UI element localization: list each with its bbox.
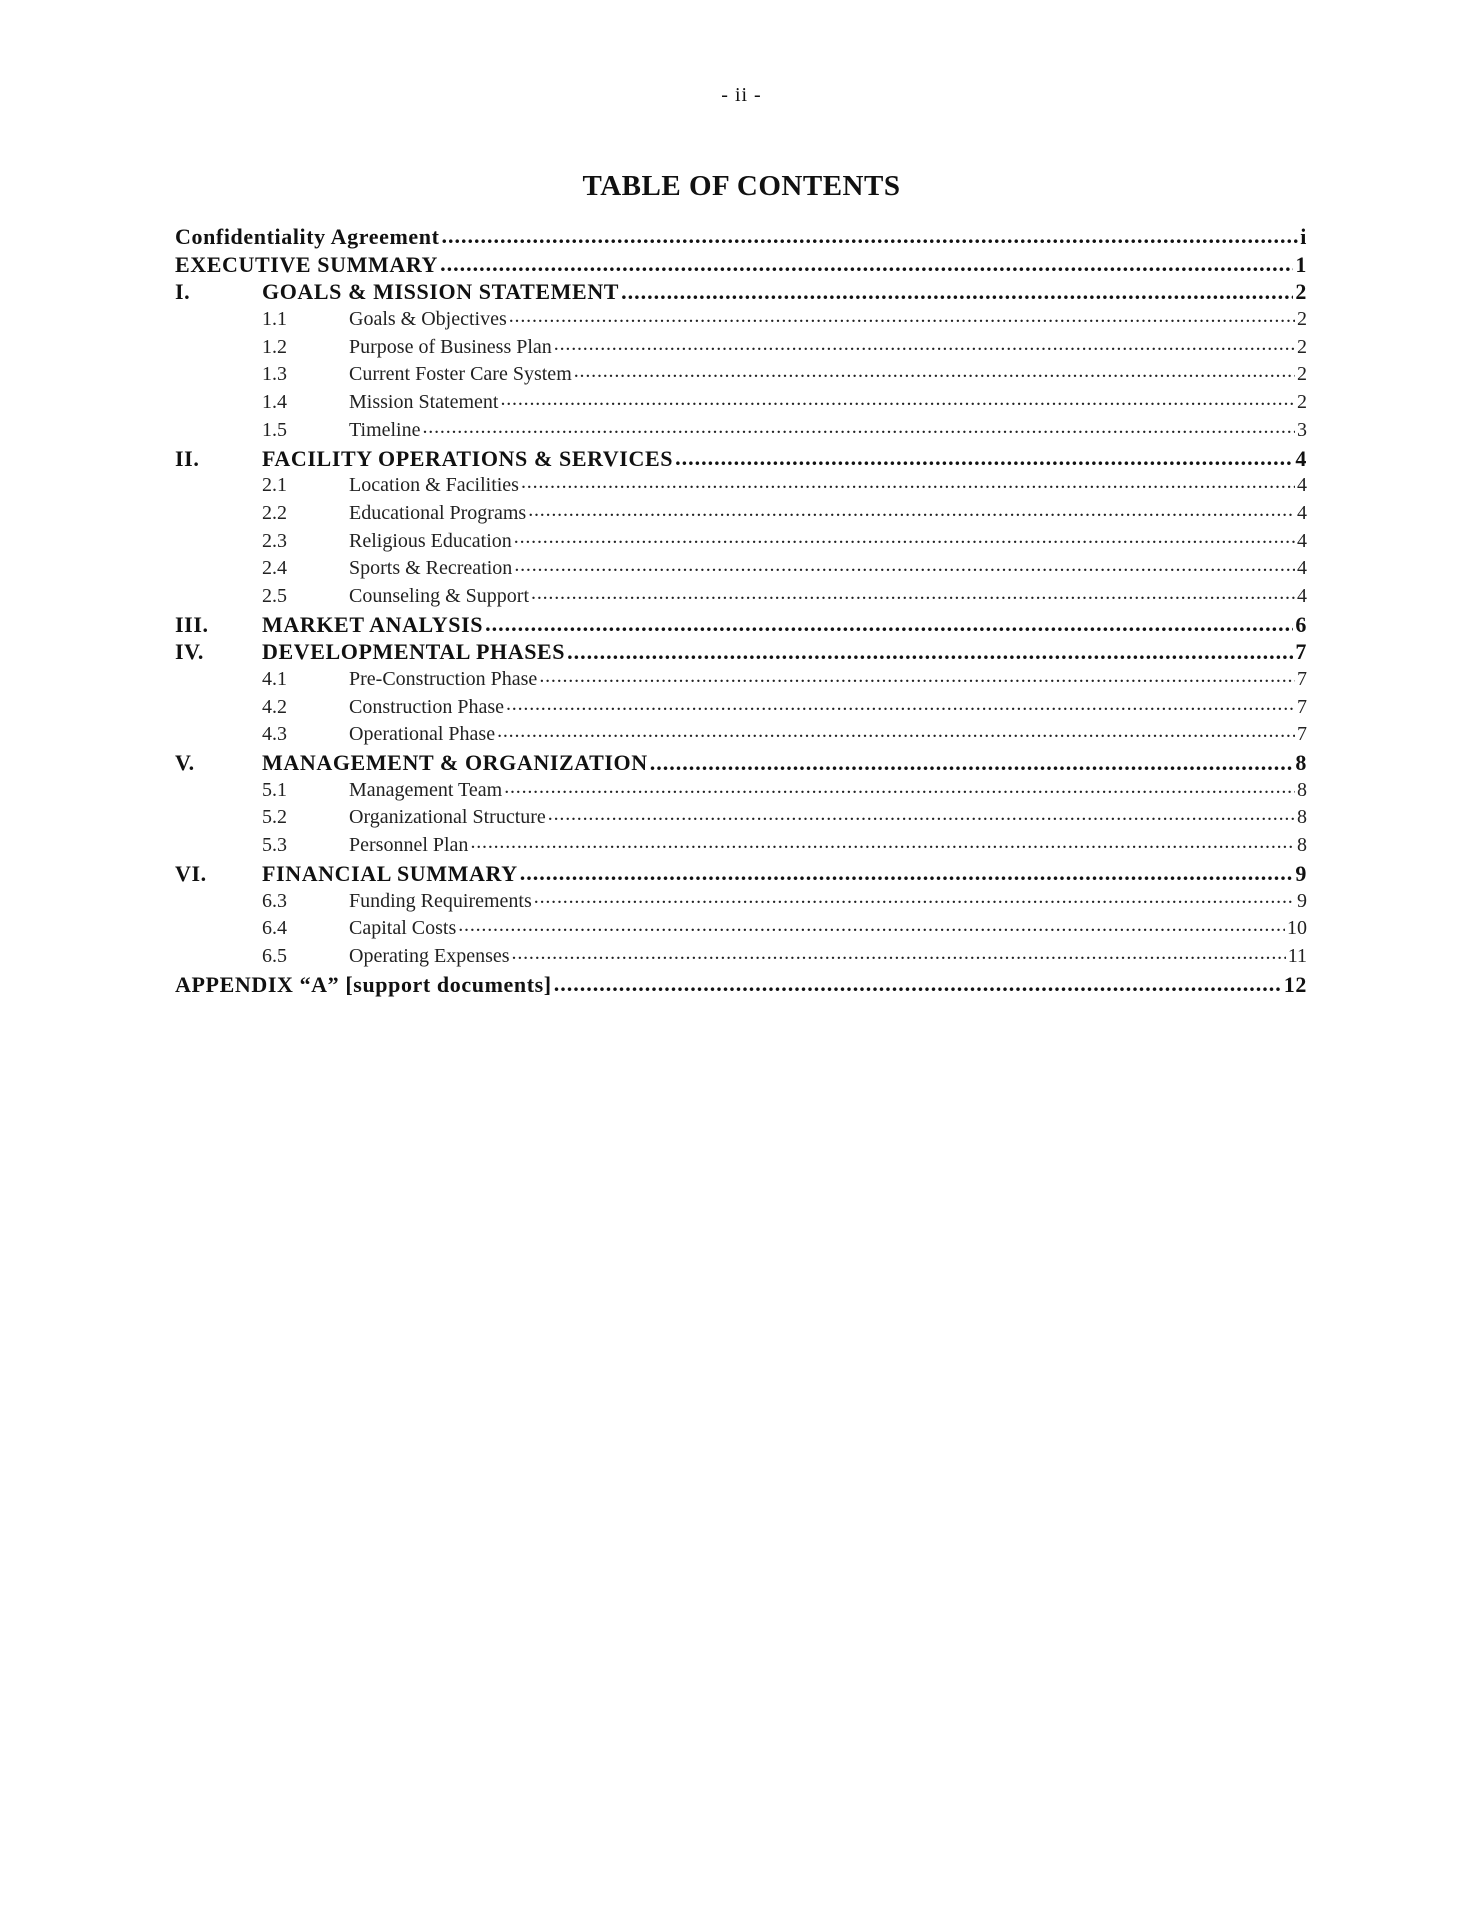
toc-entry[interactable] <box>175 970 1307 998</box>
dot-leader <box>520 859 1294 881</box>
toc-page-ref: 7 <box>1295 639 1307 665</box>
toc-entry-title: EXECUTIVE SUMMARY <box>175 251 439 277</box>
toc-entry-title: Pre-Construction Phase <box>349 668 538 690</box>
dot-leader <box>485 610 1293 632</box>
dot-leader <box>497 720 1295 740</box>
toc-entry-title: DEVELOPMENTAL PHASES <box>262 639 566 665</box>
toc-subentry[interactable] <box>175 665 1307 693</box>
toc-entry-title: Operating Expenses <box>349 944 510 967</box>
toc-entry-title: Sports & Recreation <box>349 557 513 580</box>
toc-subsection-number: 2.5 <box>262 584 287 607</box>
toc-page-ref: 7 <box>1297 668 1307 690</box>
toc-subentry[interactable] <box>175 693 1307 721</box>
toc-section-number: III. <box>175 611 209 637</box>
toc-entry[interactable] <box>175 859 1307 887</box>
toc-subentry[interactable] <box>175 527 1307 555</box>
dot-leader <box>567 637 1293 659</box>
toc-entry-title: MARKET ANALYSIS <box>262 611 484 637</box>
toc-subsection-number: 4.2 <box>262 695 287 718</box>
dot-leader <box>423 416 1296 436</box>
toc-entry-title: Counseling & Support <box>349 584 530 607</box>
dot-leader <box>650 748 1294 770</box>
toc-section-number: IV. <box>175 639 204 665</box>
dot-leader <box>574 360 1295 380</box>
toc-subsection-number: 4.3 <box>262 723 287 746</box>
toc-page-ref: 2 <box>1297 391 1307 414</box>
toc-page-ref: 4 <box>1297 529 1307 552</box>
toc-subsection-number: 1.4 <box>262 391 287 414</box>
toc-subentry[interactable] <box>175 803 1307 831</box>
toc-entry-title: FINANCIAL SUMMARY <box>262 860 518 886</box>
toc-page-ref: 4 <box>1295 445 1307 471</box>
dot-leader <box>506 693 1295 713</box>
toc-title: TABLE OF CONTENTS <box>582 170 901 202</box>
toc-subsection-number: 5.1 <box>262 778 287 801</box>
page-number: - ii - <box>721 84 762 106</box>
dot-leader <box>512 942 1286 962</box>
toc-page-ref: 12 <box>1283 971 1307 997</box>
toc-entry-title: Funding Requirements <box>349 889 532 912</box>
dot-leader <box>548 803 1295 823</box>
toc-entry-title: Organizational Structure <box>349 806 546 829</box>
toc-subsection-number: 6.3 <box>262 889 287 912</box>
toc-entry-title: Operational Phase <box>349 723 496 746</box>
dot-leader <box>500 388 1295 408</box>
toc-entry-title: Confidentiality Agreement <box>175 224 440 249</box>
toc-entry[interactable] <box>175 637 1307 665</box>
toc-page-ref: 11 <box>1287 944 1307 967</box>
toc-page-ref: 4 <box>1297 557 1307 580</box>
dot-leader <box>509 305 1295 325</box>
toc-page-ref: 6 <box>1295 611 1307 637</box>
toc-subentry[interactable] <box>175 914 1307 942</box>
toc-subentry[interactable] <box>175 499 1307 527</box>
toc-subsection-number: 1.3 <box>262 363 287 386</box>
table-of-contents <box>175 222 1307 997</box>
toc-subsection-number: 1.1 <box>262 308 287 331</box>
toc-subsection-number: 1.2 <box>262 335 287 358</box>
toc-subsection-number: 2.3 <box>262 529 287 552</box>
toc-page-ref: 7 <box>1297 723 1307 746</box>
toc-entry-title: Construction Phase <box>349 695 504 718</box>
toc-page-ref: 4 <box>1297 584 1307 607</box>
toc-page-ref: 4 <box>1297 474 1307 497</box>
toc-subentry[interactable] <box>175 582 1307 610</box>
toc-page-ref: 1 <box>1295 251 1307 277</box>
dot-leader <box>514 554 1295 574</box>
dot-leader <box>440 250 1293 272</box>
dot-leader <box>531 582 1295 602</box>
toc-entry-title: Educational Programs <box>349 501 527 524</box>
toc-entry-title: Current Foster Care System <box>349 363 572 386</box>
toc-section-number: I. <box>175 279 191 305</box>
toc-subentry[interactable] <box>175 942 1307 970</box>
toc-entry-title: Timeline <box>349 418 421 441</box>
toc-page-ref: 8 <box>1295 750 1307 776</box>
toc-subsection-number: 6.5 <box>262 944 287 967</box>
toc-entry-title: MANAGEMENT & ORGANIZATION <box>262 750 648 776</box>
toc-subsection-number: 2.1 <box>262 474 287 497</box>
toc-subentry[interactable] <box>175 333 1307 361</box>
dot-leader <box>442 222 1299 244</box>
toc-entry-title: Religious Education <box>349 529 512 552</box>
toc-page-ref: 2 <box>1297 363 1307 386</box>
toc-page-ref: 4 <box>1297 501 1307 524</box>
toc-entry[interactable] <box>175 444 1307 472</box>
dot-leader <box>514 527 1295 547</box>
toc-entry[interactable] <box>175 748 1307 776</box>
dot-leader <box>621 277 1293 299</box>
dot-leader <box>675 444 1293 466</box>
toc-subentry[interactable] <box>175 554 1307 582</box>
toc-section-number: II. <box>175 445 200 471</box>
dot-leader <box>554 970 1282 992</box>
toc-page-ref: 2 <box>1297 335 1307 358</box>
toc-subsection-number: 5.2 <box>262 806 287 829</box>
toc-entry-title: APPENDIX “A” [support documents] <box>175 971 552 997</box>
toc-subentry[interactable] <box>175 471 1307 499</box>
toc-entry[interactable] <box>175 610 1307 638</box>
dot-leader <box>470 831 1295 851</box>
toc-subsection-number: 2.4 <box>262 557 287 580</box>
toc-page-ref: 9 <box>1295 860 1307 886</box>
toc-page-ref: 2 <box>1295 279 1307 305</box>
toc-subentry[interactable] <box>175 360 1307 388</box>
toc-subentry[interactable] <box>175 416 1307 444</box>
toc-entry[interactable] <box>175 250 1307 278</box>
toc-subsection-number: 2.2 <box>262 501 287 524</box>
toc-page-ref: 8 <box>1297 834 1307 857</box>
toc-page-ref: 9 <box>1297 889 1307 912</box>
dot-leader <box>458 914 1285 934</box>
toc-subentry[interactable] <box>175 776 1307 804</box>
toc-entry-title: Goals & Objectives <box>349 308 507 331</box>
toc-subentry[interactable] <box>175 720 1307 748</box>
toc-entry-title: Management Team <box>349 778 503 801</box>
toc-subsection-number: 5.3 <box>262 834 287 857</box>
toc-page-ref: 10 <box>1287 917 1307 940</box>
toc-subentry[interactable] <box>175 831 1307 859</box>
dot-leader <box>521 471 1295 491</box>
toc-subentry[interactable] <box>175 887 1307 915</box>
toc-page-ref: 2 <box>1297 308 1307 331</box>
toc-section-number: VI. <box>175 860 207 886</box>
toc-page-ref: 3 <box>1297 418 1307 441</box>
toc-subentry[interactable] <box>175 388 1307 416</box>
toc-subsection-number: 4.1 <box>262 668 287 690</box>
dot-leader <box>504 776 1295 796</box>
toc-entry-title: Capital Costs <box>349 917 457 940</box>
dot-leader <box>539 665 1295 685</box>
toc-page-ref: 7 <box>1297 695 1307 718</box>
toc-subsection-number: 6.4 <box>262 917 287 940</box>
dot-leader <box>528 499 1295 519</box>
toc-page-ref: 8 <box>1297 778 1307 801</box>
toc-entry-title: GOALS & MISSION STATEMENT <box>262 279 620 305</box>
toc-entry-title: Location & Facilities <box>349 474 519 497</box>
dot-leader <box>534 887 1295 907</box>
toc-page-ref: 8 <box>1297 806 1307 829</box>
toc-entry-title: Personnel Plan <box>349 834 469 857</box>
toc-entry[interactable] <box>175 277 1307 305</box>
toc-entry-title: Mission Statement <box>349 391 499 414</box>
toc-entry[interactable] <box>175 222 1307 250</box>
dot-leader <box>554 333 1295 353</box>
toc-subentry[interactable] <box>175 305 1307 333</box>
toc-entry-title: Purpose of Business Plan <box>349 335 552 358</box>
toc-page-ref: i <box>1300 224 1307 249</box>
toc-section-number: V. <box>175 750 195 776</box>
toc-subsection-number: 1.5 <box>262 418 287 441</box>
toc-entry-title: FACILITY OPERATIONS & SERVICES <box>262 445 674 471</box>
